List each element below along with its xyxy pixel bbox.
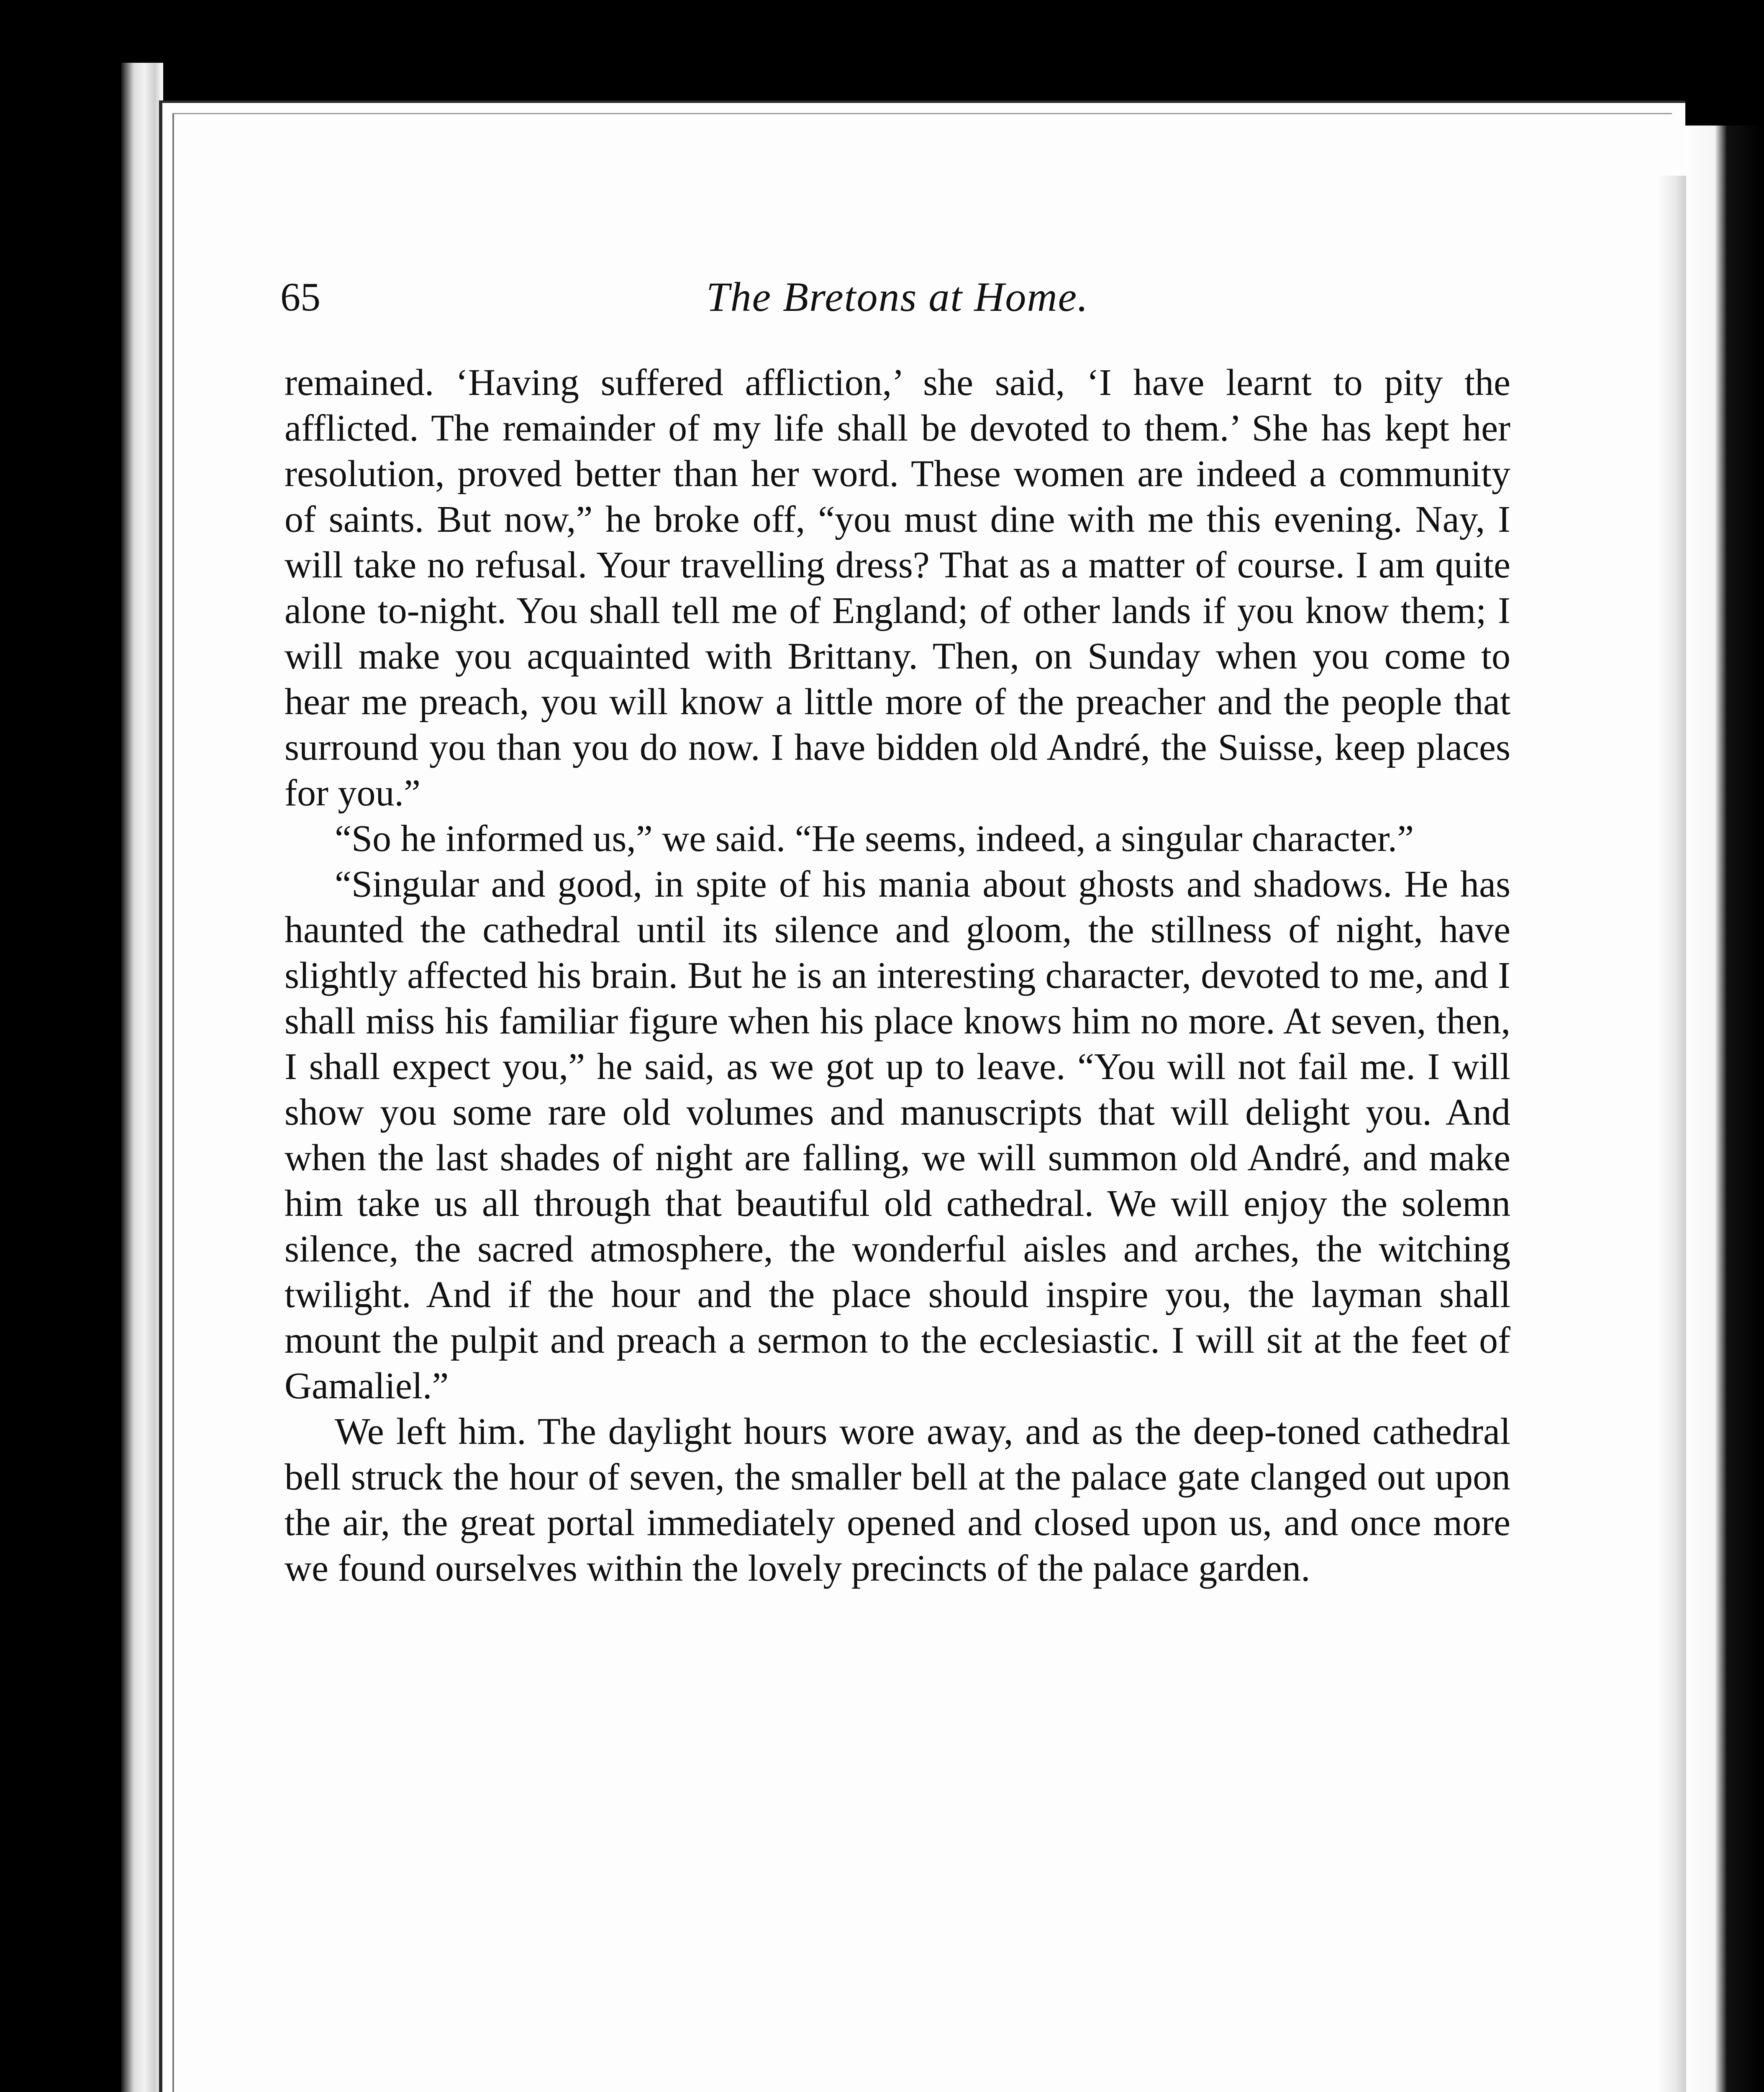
- paragraph-3: “Singular and good, in spite of his mania about ghosts and shadows. He has haunted the cathedral until its silence and gloom, the stillness of night, have slightly affected his brain. But he is an interesting character, devoted to me, and I shall miss his familiar figure when his place knows him no more. At seven, then, I shall expect you,” he said, as we got up to leave. “You will not fail me. I will show you some rare old volumes and manuscripts that will delight you. And when the last shades of night are falling, we will summon old André, and make him take us all through that beautiful old cathedral. We will enjoy the solemn silence, the sacred atmosphere, the wonderful aisles and arches, the witching twilight. And if the hour and the place should inspire you, the layman shall mount the pulpit and preach a sermon to the ecclesiastic. I will sit at the feet of Gamaliel.”: [285, 864, 1510, 1407]
- page-curl-edge: [1657, 176, 1686, 2092]
- paragraph-1: remained. ‘Having suffered affliction,’ she said, ‘I have learnt to pity the afflicted. The remainder of my life shall be devoted to them.’ She has kept her resolution, proved better than her word. These women are indeed a community of saints. But now,” he broke off, “you must dine with me this evening. Nay, I will take no refusal. Your travelling dress? That as a matter of course. I am quite alone to-night. You shall tell me of England; of other lands if you know them; I will make you acquainted with Brittany. Then, on Sunday when you come to hear me preach, you will know a little more of the preacher and the people that surround you than you do now. I have bidden old André, the Suisse, keep places for you.”: [285, 362, 1510, 814]
- body-text: [285, 360, 1510, 1591]
- paragraph-4: We left him. The daylight hours wore away, and as the deep-toned cathedral bell struck the hour of seven, the smaller bell at the palace gate clanged out upon the air, the great portal immediately opened and closed upon us, and once more we found ourselves within the lovely precincts of the palace garden.: [285, 1411, 1510, 1589]
- book-gutter: [1682, 126, 1764, 2092]
- running-title: The Bretons at Home.: [706, 274, 1089, 320]
- running-head: [280, 268, 1515, 326]
- page-number: 65: [280, 274, 320, 319]
- paragraph-2: “So he informed us,” we said. “He seems, indeed, a singular character.”: [335, 818, 1414, 859]
- page-stack-edge: [121, 63, 163, 2092]
